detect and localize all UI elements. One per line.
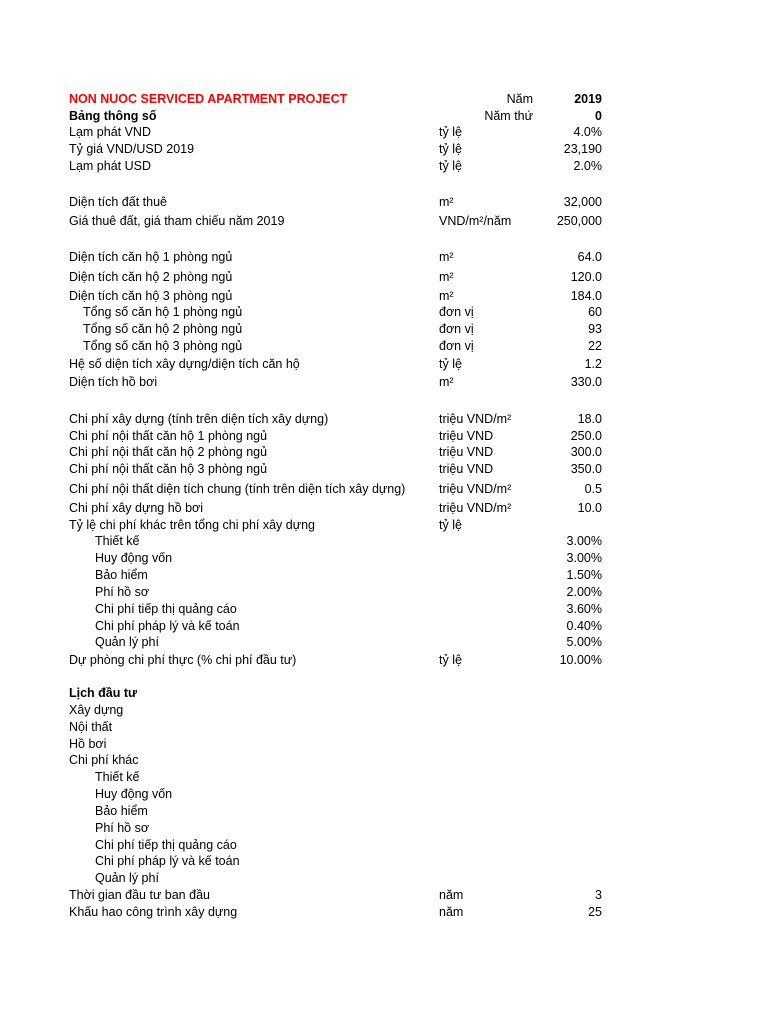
row-value: 25 bbox=[588, 905, 602, 919]
table-row bbox=[0, 870, 768, 887]
row-unit: m² bbox=[439, 195, 454, 209]
row-value: 350.0 bbox=[570, 462, 602, 476]
project-title: NON NUOC SERVICED APARTMENT PROJECT bbox=[69, 92, 348, 106]
row-unit: đơn vị bbox=[439, 305, 474, 319]
row-value: 184.0 bbox=[570, 289, 602, 303]
row-label: Chi phí tiếp thị quảng cáo bbox=[95, 838, 237, 852]
row-unit: tỷ lệ bbox=[439, 518, 462, 532]
row-label: Dự phòng chi phí thực (% chi phí đầu tư) bbox=[69, 653, 297, 667]
table-row bbox=[0, 752, 768, 769]
row-value: 2.0% bbox=[573, 159, 602, 173]
table-row bbox=[0, 481, 768, 498]
table-row bbox=[0, 141, 768, 158]
table-row bbox=[0, 904, 768, 921]
row-unit: VND/m²/năm bbox=[439, 214, 512, 228]
row-unit: m² bbox=[439, 375, 454, 389]
row-unit: triệu VND/m² bbox=[439, 412, 512, 426]
row-label: Chi phí nội thất diện tích chung (tính trên diện tích xây dựng) bbox=[69, 482, 406, 496]
row-label: Bảo hiểm bbox=[95, 568, 148, 582]
row-label: Chi phí nội thất căn hộ 2 phòng ngủ bbox=[69, 445, 268, 459]
row-label: Diện tích đất thuê bbox=[69, 195, 167, 209]
row-unit: đơn vị bbox=[439, 322, 474, 336]
row-value: 300.0 bbox=[570, 445, 602, 459]
row-value: 10.0 bbox=[577, 501, 602, 515]
row-label: Diện tích hồ bơi bbox=[69, 375, 158, 389]
row-value: 3.00% bbox=[566, 551, 602, 565]
row-label: Chi phí pháp lý và kế toán bbox=[95, 619, 240, 633]
table-row bbox=[0, 618, 768, 635]
title-row bbox=[0, 91, 768, 108]
row-label: Thời gian đầu tư ban đầu bbox=[69, 888, 210, 902]
row-label: Quản lý phí bbox=[95, 635, 159, 649]
row-value: 5.00% bbox=[566, 635, 602, 649]
row-value: 120.0 bbox=[570, 270, 602, 284]
table-row bbox=[0, 736, 768, 753]
table-row bbox=[0, 702, 768, 719]
row-unit: triệu VND/m² bbox=[439, 482, 512, 496]
table-row bbox=[0, 269, 768, 286]
row-unit: năm bbox=[439, 888, 464, 902]
row-value: 4.0% bbox=[573, 125, 602, 139]
row-label: Khấu hao công trình xây dựng bbox=[69, 905, 238, 919]
table-row bbox=[0, 786, 768, 803]
table-row bbox=[0, 194, 768, 211]
row-unit: năm bbox=[439, 905, 464, 919]
table-row bbox=[0, 769, 768, 786]
table-row bbox=[0, 584, 768, 601]
row-label: Tỷ giá VND/USD 2019 bbox=[69, 142, 195, 156]
table-row bbox=[0, 500, 768, 517]
table-row bbox=[0, 411, 768, 428]
row-value: 2.00% bbox=[566, 585, 602, 599]
row-unit: triệu VND/m² bbox=[439, 501, 512, 515]
row-value: 23,190 bbox=[563, 142, 602, 156]
table-row bbox=[0, 124, 768, 141]
row-label: Diện tích căn hộ 2 phòng ngủ bbox=[69, 270, 233, 284]
table-subtitle: Bảng thông số bbox=[69, 109, 157, 123]
table-row bbox=[0, 533, 768, 550]
table-row bbox=[0, 321, 768, 338]
table-row bbox=[0, 567, 768, 584]
row-unit: tỷ lệ bbox=[439, 357, 462, 371]
row-label: Chi phí nội thất căn hộ 3 phòng ngủ bbox=[69, 462, 268, 476]
row-label: Nội thất bbox=[69, 720, 113, 734]
year-index-label: Năm thứ bbox=[484, 109, 533, 123]
row-unit: triệu VND bbox=[439, 445, 494, 459]
row-label: Chi phí xây dựng (tính trên diện tích xây dựng) bbox=[69, 412, 329, 426]
table-row bbox=[0, 288, 768, 305]
table-row bbox=[0, 428, 768, 445]
row-label: Bảo hiểm bbox=[95, 804, 148, 818]
row-value: 32,000 bbox=[563, 195, 602, 209]
row-label: Phí hồ sơ bbox=[95, 821, 150, 835]
row-unit: m² bbox=[439, 250, 454, 264]
table-row bbox=[0, 338, 768, 355]
row-value: 22 bbox=[588, 339, 602, 353]
row-value: 60 bbox=[588, 305, 602, 319]
row-label: Huy động vốn bbox=[95, 787, 173, 801]
row-label: Quản lý phí bbox=[95, 871, 159, 885]
table-row bbox=[0, 652, 768, 669]
section-heading: Lịch đầu tư bbox=[69, 686, 138, 700]
row-label: Chi phí xây dựng hồ bơi bbox=[69, 501, 204, 515]
row-label: Thiết kế bbox=[95, 534, 140, 548]
row-unit: tỷ lệ bbox=[439, 653, 462, 667]
table-row bbox=[0, 304, 768, 321]
row-label: Hồ bơi bbox=[69, 737, 107, 751]
year-label: Năm bbox=[506, 92, 533, 106]
row-label: Giá thuê đất, giá tham chiếu năm 2019 bbox=[69, 214, 285, 228]
table-row bbox=[0, 249, 768, 266]
table-row bbox=[0, 601, 768, 618]
row-value: 64.0 bbox=[577, 250, 602, 264]
row-label: Thiết kế bbox=[95, 770, 140, 784]
table-row bbox=[0, 837, 768, 854]
row-value: 250.0 bbox=[570, 429, 602, 443]
table-row bbox=[0, 213, 768, 230]
row-value: 1.50% bbox=[566, 568, 602, 582]
row-value: 18.0 bbox=[577, 412, 602, 426]
section-heading-row bbox=[0, 685, 768, 702]
row-value: 3 bbox=[595, 888, 602, 902]
row-unit: triệu VND bbox=[439, 462, 494, 476]
row-label: Tổng số căn hộ 1 phòng ngủ bbox=[83, 305, 243, 319]
table-row bbox=[0, 158, 768, 175]
table-row bbox=[0, 803, 768, 820]
row-unit: tỷ lệ bbox=[439, 125, 462, 139]
table-row bbox=[0, 820, 768, 837]
row-value: 10.00% bbox=[559, 653, 602, 667]
table-row bbox=[0, 444, 768, 461]
row-label: Phí hồ sơ bbox=[95, 585, 150, 599]
row-label: Chi phí nội thất căn hộ 1 phòng ngủ bbox=[69, 429, 268, 443]
row-label: Tỷ lệ chi phí khác trên tổng chi phí xây dựng bbox=[69, 518, 316, 532]
table-row bbox=[0, 853, 768, 870]
row-label: Diện tích căn hộ 3 phòng ngủ bbox=[69, 289, 233, 303]
row-value: 93 bbox=[588, 322, 602, 336]
table-row bbox=[0, 517, 768, 534]
row-label: Tổng số căn hộ 3 phòng ngủ bbox=[83, 339, 243, 353]
row-label: Lạm phát USD bbox=[69, 159, 151, 173]
row-label: Chi phí khác bbox=[69, 753, 139, 767]
row-unit: m² bbox=[439, 270, 454, 284]
row-value: 3.00% bbox=[566, 534, 602, 548]
row-unit: tỷ lệ bbox=[439, 159, 462, 173]
row-value: 250,000 bbox=[556, 214, 602, 228]
row-unit: đơn vị bbox=[439, 339, 474, 353]
year-index-value: 0 bbox=[595, 109, 602, 123]
row-label: Chi phí tiếp thị quảng cáo bbox=[95, 602, 237, 616]
row-unit: triệu VND bbox=[439, 429, 494, 443]
row-label: Chi phí pháp lý và kế toán bbox=[95, 854, 240, 868]
row-label: Lạm phát VND bbox=[69, 125, 151, 139]
row-value: 1.2 bbox=[584, 357, 602, 371]
table-row bbox=[0, 634, 768, 651]
row-value: 0.5 bbox=[584, 482, 602, 496]
table-row bbox=[0, 461, 768, 478]
table-row bbox=[0, 356, 768, 373]
row-value: 0.40% bbox=[566, 619, 602, 633]
row-label: Hệ số diện tích xây dựng/diện tích căn hộ bbox=[69, 357, 300, 371]
year-value: 2019 bbox=[574, 92, 602, 106]
table-row bbox=[0, 719, 768, 736]
row-label: Tổng số căn hộ 2 phòng ngủ bbox=[83, 322, 243, 336]
table-row bbox=[0, 374, 768, 391]
row-value: 3.60% bbox=[566, 602, 602, 616]
row-label: Xây dựng bbox=[69, 703, 124, 717]
table-row bbox=[0, 550, 768, 567]
row-label: Huy động vốn bbox=[95, 551, 173, 565]
table-row bbox=[0, 887, 768, 904]
subtitle-row bbox=[0, 108, 768, 125]
row-unit: tỷ lệ bbox=[439, 142, 462, 156]
row-unit: m² bbox=[439, 289, 454, 303]
row-value: 330.0 bbox=[570, 375, 602, 389]
row-label: Diện tích căn hộ 1 phòng ngủ bbox=[69, 250, 233, 264]
